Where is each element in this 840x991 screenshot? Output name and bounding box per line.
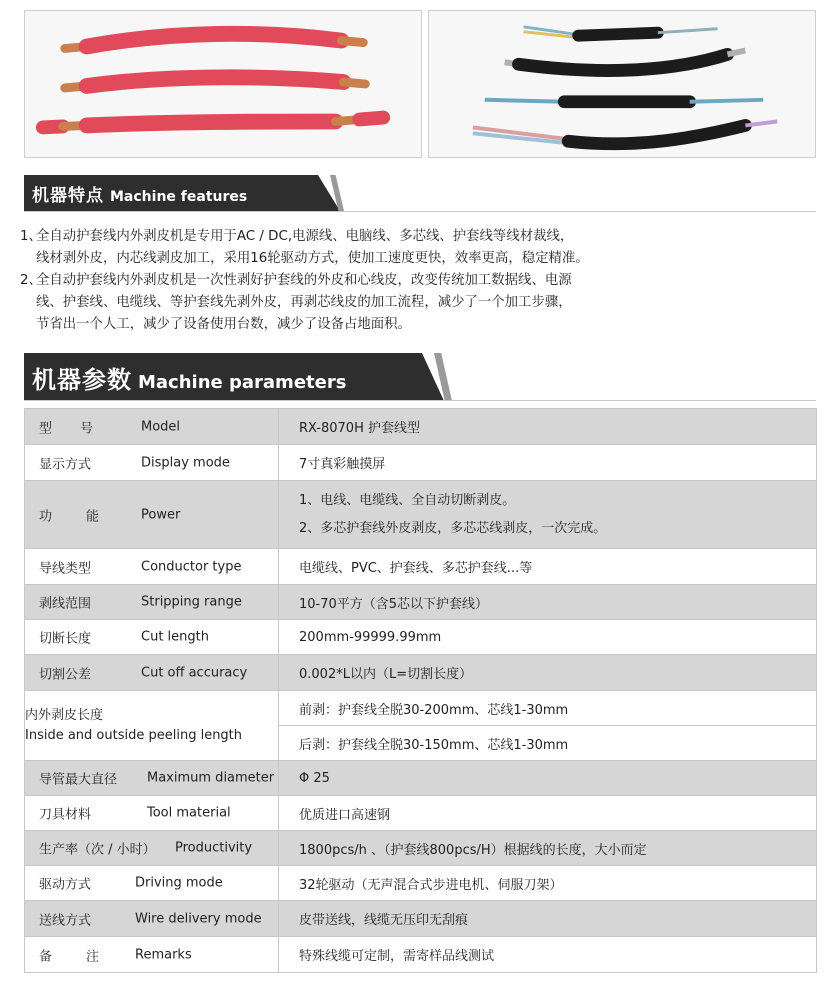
table-row: 生产率（次 / 小时） Productivity 1800pcs/h 、（护套线800pcs/H）根据线的长度，大小而定 — [25, 831, 817, 866]
table-row: 后剥：护套线全脱30-150mm、芯线1-30mm — [25, 726, 817, 761]
red-cables-photo — [24, 10, 422, 158]
feature-item: 1、 全自动护套线内外剥皮机是专用于AC / DC,电源线、电脑线、多芯线、护套线等线材裁线， 线材剥外皮，内芯线剥皮加工，采用16轮驱动方式，使加工速度更快，效率更高，稳定精准。 — [20, 229, 589, 266]
table-row: 剥线范围 Stripping range 10-70平方（含5芯以下护套线） — [25, 585, 817, 620]
table-row: 驱动方式 Driving mode 32轮驱动（无声混合式步进电机、伺服刀架） — [25, 866, 817, 901]
table-row: 切断长度 Cut length 200mm-99999.99mm — [25, 620, 817, 655]
features-list — [20, 226, 820, 336]
features-header — [24, 175, 364, 211]
features-title-cn: 机器特点 — [32, 185, 104, 206]
table-row: 切割公差 Cut off accuracy 0.002*L以内（L=切割长度） — [25, 655, 817, 691]
params-header — [24, 353, 470, 401]
params-title-cn: 机器参数 — [32, 365, 132, 394]
table-row: 显示方式 Display mode 7寸真彩触摸屏 — [25, 445, 817, 481]
params-title-en: Machine parameters — [138, 371, 347, 393]
params-table — [24, 408, 817, 973]
divider — [24, 211, 816, 212]
feature-item: 2、 全自动护套线内外剥皮机是一次性剥好护套线的外皮和心线皮，改变传统加工数据线、电源 线、护套线、电缆线、等护套线先剥外皮，再剥芯线皮的加工流程，减少了一个加工步骤， 节省出一个人工，减少了设备使用台数，减少了设备占地面积。 — [20, 273, 572, 332]
table-row: 导管最大直径 Maximum diameter Φ 25 — [25, 761, 817, 796]
table-row: 备注 Remarks 特殊线缆可定制，需寄样品线测试 — [25, 937, 817, 973]
black-cables-photo — [428, 10, 816, 158]
table-row: 导线类型 Conductor type 电缆线、PVC、护套线、多芯护套线...等 — [25, 549, 817, 585]
divider — [24, 400, 816, 401]
table-row: 型号 Model RX-8070H 护套线型 — [25, 409, 817, 445]
features-title-en: Machine features — [110, 188, 248, 205]
table-row: 内外剥皮长度 Inside and outside peeling length 前剥：护套线全脱30-200mm、芯线1-30mm — [25, 691, 817, 726]
table-row: 刀具材料 Tool material 优质进口高速钢 — [25, 796, 817, 831]
table-row: 送线方式 Wire delivery mode 皮带送线，线缆无压印无刮痕 — [25, 901, 817, 937]
table-row: 功能 Power 1、电线、电缆线、全自动切断剥皮。 2、多芯护套线外皮剥皮，多芯芯线剥皮，一次完成。 — [25, 481, 817, 549]
